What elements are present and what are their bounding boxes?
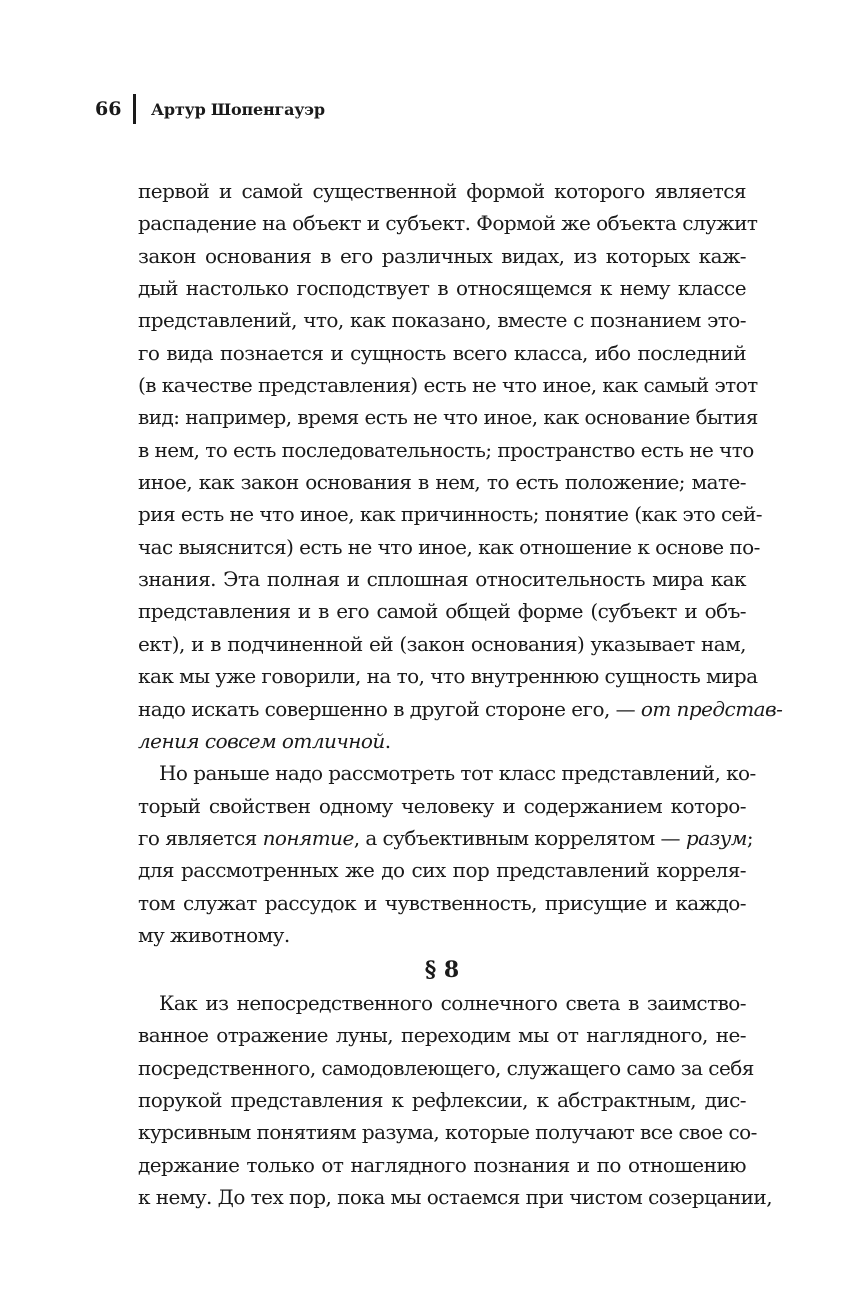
text-line: вид: например, время есть не что иное, как основание бытия (138, 405, 758, 430)
text-line (138, 822, 754, 854)
text-line: торый свойствен одному человеку и содержанием которо- (138, 793, 746, 818)
text-line: курсивным понятиям разума, которые получают все свое со- (138, 1120, 757, 1145)
paragraph-2 (138, 757, 756, 951)
text-line: том служат рассудок и чувственность, присущие и каждо- (138, 890, 746, 915)
paragraph-1 (138, 175, 783, 757)
italic-text: понятие (262, 825, 354, 850)
text-span: , а субъективным коррелятом — (353, 825, 686, 850)
body-text-second (138, 987, 772, 1213)
italic-text: разум (685, 825, 747, 850)
text-line: как мы уже говорили, на то, что внутреннюю сущность мира (138, 664, 758, 689)
text-line: Но раньше надо рассмотреть тот класс представлений, ко- (159, 761, 756, 786)
text-line: го вида познается и сущность всего класса, ибо последний (138, 340, 746, 365)
page-number: 66 (95, 98, 122, 120)
text-line: час выяснится) есть не что иное, как отношение к основе по- (138, 534, 760, 559)
text-line: порукой представления к рефлексии, к абстрактным, дис- (138, 1088, 746, 1113)
running-head (95, 94, 325, 124)
section-heading: § 8 (424, 957, 460, 983)
text-line: Как из непосредственного солнечного света в заимство- (159, 991, 746, 1015)
text-line: держание только от наглядного познания и по отношению (138, 1152, 746, 1177)
text-span: ; (746, 825, 754, 850)
text-line: закон основания в его различных видах, из которых каж- (138, 243, 746, 268)
text-line: для рассмотренных же до сих пор представлений корреля- (138, 858, 746, 883)
text-line: (в качестве представления) есть не что иное, как самый этот (138, 373, 758, 398)
text-span: надо искать совершенно в другой стороне его, — (138, 696, 636, 721)
text-line: первой и самой существенной формой которого является (138, 179, 746, 203)
text-line: ект), и в подчиненной ей (закон основания) указывает нам, (138, 631, 746, 656)
text-line: посредственного, самодовлеющего, служащего само за себя (138, 1055, 754, 1080)
paragraph-3 (138, 987, 772, 1213)
text-line: рия есть не что иное, как причинность; понятие (как это сей- (138, 502, 762, 527)
header-divider (133, 94, 136, 124)
running-head-author: Артур Шопенгауэр (151, 99, 325, 119)
text-line (138, 693, 783, 725)
text-line: му животному. (138, 922, 290, 947)
text-line: к нему. До тех пор, пока мы остаемся при чистом созерцании, (138, 1185, 772, 1210)
text-line: в нем, то есть последовательность; пространство есть не что (138, 437, 754, 462)
text-line: представления и в его самой общей форме (субъект и объ- (138, 599, 746, 624)
text-line: представлений, что, как показано, вместе с познанием это- (138, 308, 746, 333)
body-text-first (138, 175, 783, 951)
italic-text: от представ- (640, 696, 783, 721)
text-span: го является (138, 825, 263, 850)
text-line: иное, как закон основания в нем, то есть положение; мате- (138, 470, 746, 495)
text-line: дый настолько господствует в относящемся к нему классе (138, 276, 746, 301)
italic-text: ления совсем отличной (138, 728, 385, 753)
text-line: ванное отражение луны, переходим мы от наглядного, не- (138, 1023, 746, 1048)
text-span: . (384, 728, 391, 753)
text-line: распадение на объект и субъект. Формой же объекта служит (138, 211, 758, 236)
text-line: знания. Эта полная и сплошная относительность мира как (138, 567, 746, 592)
text-line (138, 725, 746, 757)
